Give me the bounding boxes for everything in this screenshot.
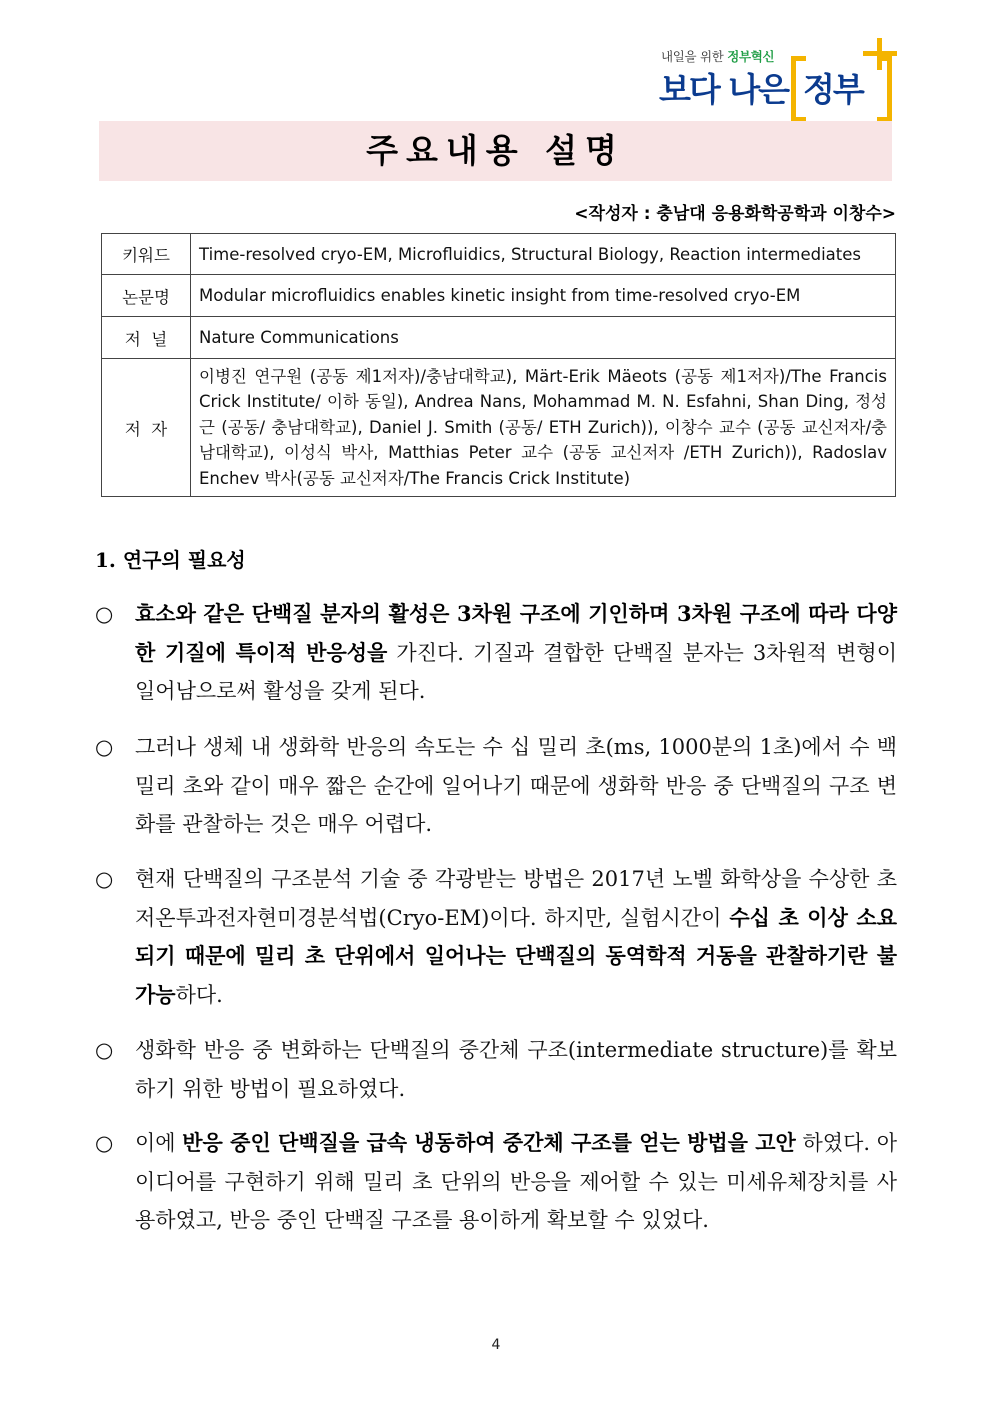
paragraph-3: ○ 현재 단백질의 구조분석 기술 중 각광받는 방법은 2017년 노벨 화학상을 수상한 초저온투과전자현미경분석법(Cryo-EM)이다. 하지만, 실험시간이 수십 초 이상 소요되기 때문에 밀리 초 단위에서 일어나는 단백질의 동역학적 거동을 관찰하기란 불가능하다.	[95, 860, 897, 1014]
page-number: 4	[491, 1337, 501, 1353]
journal-label: 저 널	[102, 317, 191, 359]
bullet-circle: ○	[95, 1038, 114, 1062]
paper-title-label: 논문명	[102, 275, 191, 317]
authors-label: 저 자	[102, 359, 191, 497]
logo-text-left: 보다 나은	[659, 70, 789, 109]
table-row	[102, 359, 896, 497]
table-row	[102, 234, 896, 275]
paper-title-value: Modular microfluidics enables kinetic insight from time-resolved cryo-EM	[191, 275, 896, 317]
page-title: 주요내용 설명	[366, 131, 625, 170]
bullet-circle: ○	[95, 1131, 114, 1155]
keywords-label: 키워드	[102, 234, 191, 275]
bullet-circle: ○	[95, 735, 114, 759]
table-row	[102, 317, 896, 359]
paragraph-1: ○ 효소와 같은 단백질 분자의 활성은 3차원 구조에 기인하며 3차원 구조에 따라 다양한 기질에 특이적 반응성을 가진다. 기질과 결합한 단백질 분자는 3차원적 변형이 일어남으로써 활성을 갖게 된다.	[95, 595, 897, 711]
authors-value: 이병진 연구원 (공동 제1저자)/충남대학교), Märt-Erik Mäeots (공동 제1저자)/The Francis Crick Institute/ 이하 동일), Andrea Nans, Mohammad M. N. Esfahni, Shan Ding, 정성근 (공동/ 충남대학교), Daniel J. Smith (공동/ ETH Zurich)), 이창수 교수 (공동 교신저자/충남대학교), 이성식 박사, Matthias Peter 교수 (공동 교신저자 /ETH Zurich)), Radoslav Enchev 박사(공동 교신저자/The Francis Crick Institute)	[199, 366, 887, 488]
bullet-circle: ○	[95, 867, 114, 891]
logo-tagline: 내일을 위한 정부혁신	[661, 49, 775, 64]
bullet-circle: ○	[95, 602, 114, 626]
title-banner	[99, 121, 892, 181]
paper-info-table	[101, 233, 896, 497]
keywords-value: Time-resolved cryo-EM, Microfluidics, Structural Biology, Reaction intermediates	[191, 234, 896, 275]
section-heading: 1. 연구의 필요성	[95, 548, 246, 572]
author-line: <작성자 : 충남대 응용화학공학과 이창수>	[574, 204, 896, 224]
paragraph-5: ○ 이에 반응 중인 단백질을 급속 냉동하여 중간체 구조를 얻는 방법을 고안 하였다. 아이디어를 구현하기 위해 밀리 초 단위의 반응을 제어할 수 있는 미세유체장치를 사용하였고, 반응 중인 단백질 구조를 용이하게 확보할 수 있었다.	[95, 1124, 897, 1240]
government-innovation-logo	[655, 38, 900, 120]
table-row	[102, 275, 896, 317]
journal-value: Nature Communications	[191, 317, 896, 359]
paragraph-4: ○ 생화학 반응 중 변화하는 단백질의 중간체 구조(intermediate structure)를 확보하기 위한 방법이 필요하였다.	[95, 1031, 897, 1108]
logo-text-right: 정부	[803, 70, 863, 109]
paragraph-2: ○ 그러나 생체 내 생화학 반응의 속도는 수 십 밀리 초(ms, 1000분의 1초)에서 수 백 밀리 초와 같이 매우 짧은 순간에 일어나기 때문에 생화학 반응 중 단백질의 구조 변화를 관찰하는 것은 매우 어렵다.	[95, 728, 897, 844]
